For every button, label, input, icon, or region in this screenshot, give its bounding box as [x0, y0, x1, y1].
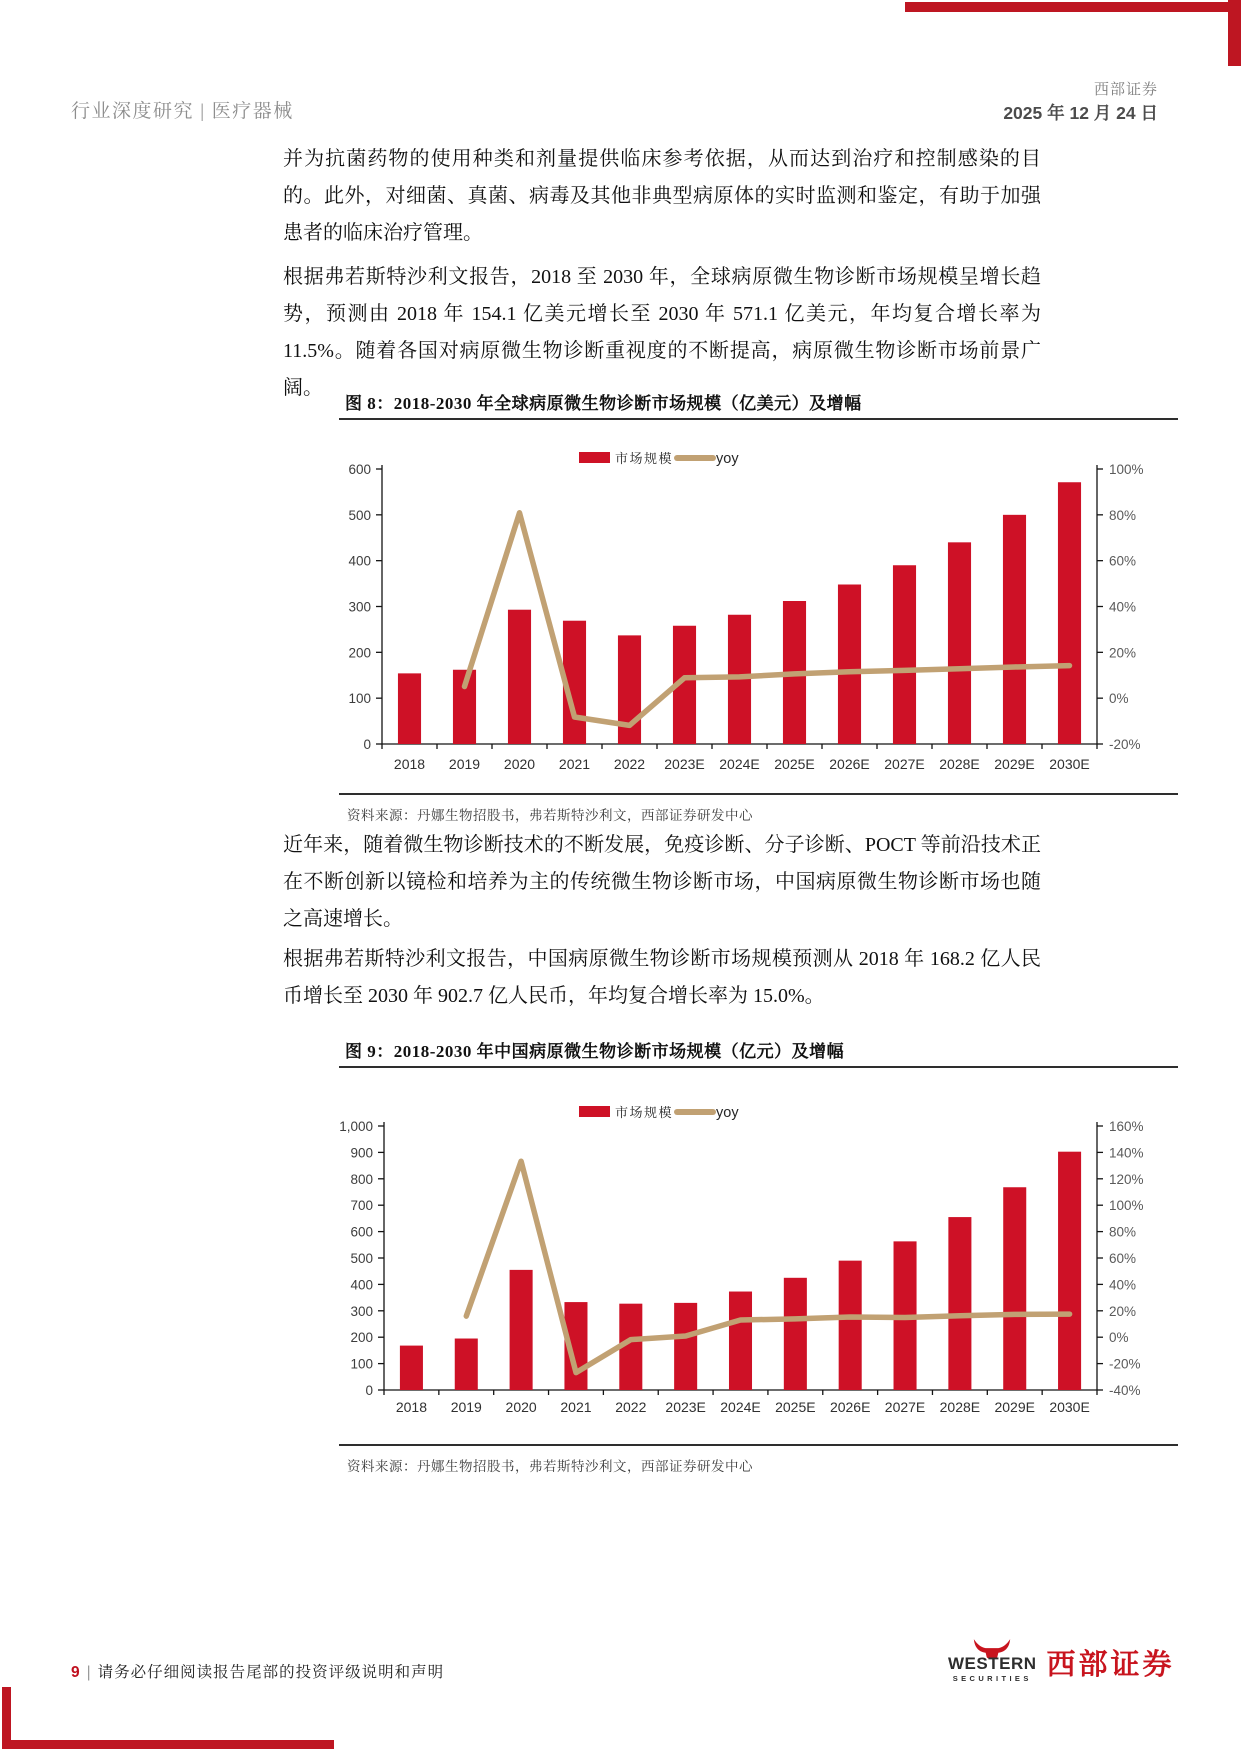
svg-text:0%: 0% — [1109, 691, 1129, 707]
svg-text:900: 900 — [350, 1145, 373, 1161]
logo-sub-text: SECURITIES — [952, 1674, 1032, 1683]
svg-text:2020: 2020 — [505, 1399, 537, 1415]
body-paragraph-2: 根据弗若斯特沙利文报告，2018 至 2030 年，全球病原微生物诊断市场规模呈增长趋势，预测由 2018 年 154.1 亿美元增长至 2030 年 571.1 亿美元，年均复合增长率为 11.5%。随着各国对病原微生物诊断重视度的不断提高，病原微生物诊断市场前景广阔。 — [283, 266, 1041, 399]
footer-disclaimer-line — [71, 1660, 444, 1682]
body-paragraph-4: 根据弗若斯特沙利文报告，中国病原微生物诊断市场规模预测从 2018 年 168.2 亿人民币增长至 2030 年 902.7 亿人民币，年均复合增长率为 15.0%。 — [283, 948, 1041, 1007]
svg-text:2021: 2021 — [558, 756, 591, 772]
svg-text:2030E: 2030E — [1049, 756, 1090, 772]
svg-text:-20%: -20% — [1109, 1356, 1141, 1372]
svg-text:2026E: 2026E — [829, 1399, 871, 1415]
western-securities-logo — [948, 1642, 1175, 1683]
svg-text:-20%: -20% — [1109, 737, 1141, 752]
legend-bar-swatch — [579, 452, 610, 463]
bars-market-size — [400, 1152, 1081, 1390]
page-number: 9 — [71, 1664, 80, 1681]
svg-text:2024E: 2024E — [720, 1399, 761, 1415]
figure9-source: 资料来源：丹娜生物招股书，弗若斯特沙利文，西部证券研发中心 — [347, 1459, 753, 1474]
svg-text:2020: 2020 — [503, 756, 536, 772]
svg-text:100%: 100% — [1109, 1198, 1144, 1214]
svg-text:2021: 2021 — [560, 1399, 592, 1415]
svg-text:300: 300 — [348, 599, 371, 615]
svg-text:60%: 60% — [1109, 553, 1137, 569]
yoy-line — [465, 513, 1070, 726]
yoy-line — [466, 1161, 1069, 1372]
svg-text:200: 200 — [348, 645, 371, 661]
left-axis-labels — [339, 1119, 373, 1398]
logo-name-text: WESTERN — [948, 1654, 1037, 1673]
svg-text:120%: 120% — [1109, 1171, 1144, 1187]
svg-text:2030E: 2030E — [1049, 1399, 1090, 1415]
svg-text:40%: 40% — [1109, 1277, 1137, 1293]
legend — [579, 451, 739, 467]
svg-text:20%: 20% — [1109, 1303, 1137, 1319]
figure8-bottom-rule — [339, 793, 1178, 795]
svg-text:0: 0 — [365, 1383, 373, 1398]
top-right-horizontal-bar — [905, 2, 1241, 12]
svg-text:2018: 2018 — [393, 756, 426, 772]
svg-text:100: 100 — [348, 691, 371, 707]
svg-text:2026E: 2026E — [829, 756, 870, 772]
svg-text:0%: 0% — [1109, 1330, 1129, 1346]
svg-text:2022: 2022 — [613, 756, 646, 772]
legend-bar-label: 市场规模 — [615, 451, 674, 466]
svg-text:80%: 80% — [1109, 507, 1137, 523]
svg-text:2028E: 2028E — [939, 756, 980, 772]
svg-text:1,000: 1,000 — [339, 1119, 373, 1134]
svg-text:2022: 2022 — [615, 1399, 647, 1415]
x-axis-labels — [396, 1399, 1090, 1415]
svg-text:700: 700 — [350, 1198, 373, 1214]
header-category-title: 行业深度研究 | 医疗器械 — [71, 101, 294, 122]
svg-text:2027E: 2027E — [884, 756, 925, 772]
figure9-title: 图 9：2018-2030 年中国病原微生物诊断市场规模（亿元）及增幅 — [345, 1042, 845, 1061]
header-company-name: 西部证券 — [1093, 82, 1158, 98]
bottom-left-horizontal-bar — [2, 1740, 334, 1749]
svg-text:300: 300 — [350, 1303, 373, 1319]
svg-text:600: 600 — [348, 462, 371, 477]
svg-text:-40%: -40% — [1109, 1383, 1141, 1398]
svg-text:400: 400 — [348, 553, 371, 569]
svg-text:20%: 20% — [1109, 645, 1137, 661]
svg-text:60%: 60% — [1109, 1251, 1137, 1266]
bars-market-size — [398, 482, 1081, 744]
svg-text:2024E: 2024E — [719, 756, 760, 772]
logo-chinese-text: 西部证券 — [1046, 1649, 1175, 1681]
svg-text:2028E: 2028E — [939, 1399, 981, 1415]
legend — [579, 1105, 739, 1121]
svg-text:2023E: 2023E — [665, 1399, 706, 1415]
svg-text:800: 800 — [350, 1171, 373, 1187]
svg-text:140%: 140% — [1109, 1145, 1144, 1161]
svg-text:600: 600 — [350, 1224, 373, 1240]
svg-text:2025E: 2025E — [775, 1399, 816, 1415]
svg-text:160%: 160% — [1109, 1119, 1144, 1134]
legend-bar-label: 市场规模 — [615, 1105, 674, 1120]
footer-separator: | — [86, 1664, 91, 1681]
svg-text:100: 100 — [350, 1356, 373, 1372]
legend-line-label: yoy — [716, 1105, 739, 1121]
legend-line-label: yoy — [716, 451, 739, 467]
svg-text:2019: 2019 — [450, 1399, 482, 1415]
right-axis-labels — [1109, 462, 1144, 752]
svg-text:100%: 100% — [1109, 462, 1144, 477]
figure9-bar-line-chart — [339, 1068, 1178, 1440]
svg-text:40%: 40% — [1109, 599, 1137, 615]
left-axis-labels — [348, 462, 371, 752]
header-report-date: 2025 年 12 月 24 日 — [1003, 103, 1158, 123]
svg-text:2029E: 2029E — [994, 1399, 1035, 1415]
figure8-source: 资料来源：丹娜生物招股书，弗若斯特沙利文，西部证券研发中心 — [347, 808, 753, 823]
right-axis-labels — [1109, 1119, 1144, 1398]
svg-text:2029E: 2029E — [994, 756, 1035, 772]
footer-disclaimer-text: 请务必仔细阅读报告尾部的投资评级说明和声明 — [97, 1664, 445, 1681]
svg-text:2027E: 2027E — [884, 1399, 926, 1415]
figure8-bar-line-chart — [339, 420, 1178, 792]
svg-text:0: 0 — [363, 737, 371, 752]
top-right-vertical-bar — [1228, 0, 1241, 66]
body-paragraph-1: 并为抗菌药物的使用种类和剂量提供临床参考依据，从而达到治疗和控制感染的目的。此外，对细菌、真菌、病毒及其他非典型病原体的实时监测和鉴定，有助于加强患者的临床治疗管理。 — [283, 148, 1041, 244]
figure8-title: 图 8：2018-2030 年全球病原微生物诊断市场规模（亿美元）及增幅 — [345, 394, 862, 413]
legend-bar-swatch — [579, 1106, 610, 1117]
logo-wordmark — [948, 1642, 1037, 1683]
svg-text:2018: 2018 — [395, 1399, 428, 1415]
svg-text:2023E: 2023E — [664, 756, 705, 772]
body-paragraph-3: 近年来，随着微生物诊断技术的不断发展，免疫诊断、分子诊断、POCT 等前沿技术正在不断创新以镜检和培养为主的传统微生物诊断市场，中国病原微生物诊断市场也随之高速增长。 — [283, 834, 1041, 930]
x-axis-labels — [394, 756, 1090, 772]
svg-text:400: 400 — [350, 1277, 373, 1293]
svg-text:2025E: 2025E — [774, 756, 815, 772]
svg-text:500: 500 — [350, 1251, 373, 1266]
svg-text:2019: 2019 — [448, 756, 481, 772]
svg-text:500: 500 — [348, 507, 371, 523]
svg-text:200: 200 — [350, 1330, 373, 1346]
svg-text:80%: 80% — [1109, 1224, 1137, 1240]
figure9-bottom-rule — [339, 1444, 1178, 1446]
